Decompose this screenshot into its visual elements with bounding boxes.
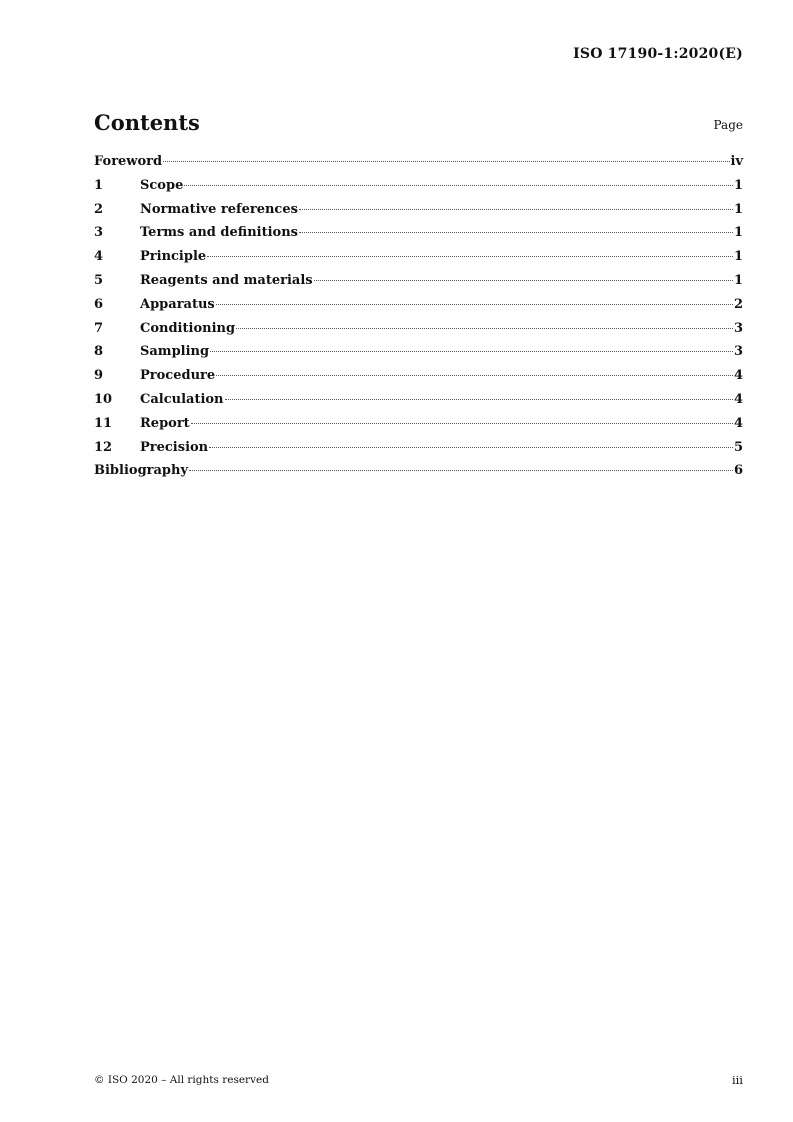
toc-entry-page: iv bbox=[730, 154, 743, 169]
dot-leader bbox=[209, 447, 733, 448]
toc-entry-foreword[interactable] bbox=[94, 154, 743, 178]
dot-leader bbox=[314, 280, 733, 281]
dot-leader bbox=[184, 185, 733, 186]
toc-entry-number: 2 bbox=[94, 201, 104, 217]
dot-leader bbox=[189, 470, 733, 471]
toc-entry-title: Conditioning bbox=[140, 320, 236, 336]
page-column-label: Page bbox=[713, 118, 743, 132]
toc-entry-title: Foreword bbox=[94, 154, 163, 169]
toc-entry-title: Normative references bbox=[140, 201, 298, 217]
dot-leader bbox=[210, 351, 733, 352]
dot-leader bbox=[299, 232, 733, 233]
toc-entry-number: 4 bbox=[94, 249, 104, 265]
toc-entry-number: 6 bbox=[94, 296, 104, 312]
toc-entry-precision[interactable] bbox=[94, 440, 743, 464]
toc-entry-title: Terms and definitions bbox=[140, 225, 298, 241]
dot-leader bbox=[236, 328, 733, 329]
toc-entry-number: 9 bbox=[94, 368, 104, 384]
toc-entry-title: Precision bbox=[140, 439, 209, 455]
toc-entry-page: 1 bbox=[733, 249, 743, 265]
toc-entry-number: 11 bbox=[94, 415, 113, 431]
dot-leader bbox=[207, 256, 733, 257]
page-number: iii bbox=[731, 1073, 743, 1087]
toc-entry-terms-and-definitions[interactable] bbox=[94, 225, 743, 249]
toc-entry-title: Apparatus bbox=[140, 296, 215, 312]
toc-entry-normative-references[interactable] bbox=[94, 202, 743, 226]
toc-entry-number: 1 bbox=[94, 177, 104, 193]
toc-entry-title: Report bbox=[140, 415, 190, 431]
toc-entry-title: Procedure bbox=[140, 368, 216, 384]
toc-entry-page: 1 bbox=[733, 201, 743, 217]
dot-leader bbox=[216, 375, 733, 376]
toc-entry-scope[interactable] bbox=[94, 178, 743, 202]
dot-leader bbox=[191, 423, 733, 424]
toc-entry-bibliography[interactable] bbox=[94, 463, 743, 487]
toc-entry-page: 1 bbox=[733, 225, 743, 241]
toc-entry-page: 5 bbox=[733, 439, 743, 455]
toc-entry-report[interactable] bbox=[94, 416, 743, 440]
dot-leader bbox=[299, 209, 733, 210]
toc-entry-number: 8 bbox=[94, 344, 104, 360]
toc-entry-page: 4 bbox=[733, 391, 743, 407]
toc-entry-page: 3 bbox=[733, 320, 743, 336]
toc-entry-number: 7 bbox=[94, 320, 104, 336]
toc-entry-page: 2 bbox=[733, 296, 743, 312]
toc-entry-procedure[interactable] bbox=[94, 368, 743, 392]
contents-header bbox=[94, 110, 743, 140]
toc-entry-number: 5 bbox=[94, 272, 104, 288]
toc-entry-reagents-and-materials[interactable] bbox=[94, 273, 743, 297]
table-of-contents bbox=[94, 154, 743, 487]
toc-entry-page: 3 bbox=[733, 344, 743, 360]
toc-entry-title: Bibliography bbox=[94, 463, 189, 479]
toc-entry-apparatus[interactable] bbox=[94, 297, 743, 321]
toc-entry-calculation[interactable] bbox=[94, 392, 743, 416]
toc-entry-title: Reagents and materials bbox=[140, 272, 313, 288]
toc-entry-conditioning[interactable] bbox=[94, 321, 743, 345]
dot-leader bbox=[216, 304, 733, 305]
toc-entry-page: 4 bbox=[733, 368, 743, 384]
toc-entry-number: 3 bbox=[94, 225, 104, 241]
toc-entry-principle[interactable] bbox=[94, 249, 743, 273]
toc-entry-title: Sampling bbox=[140, 344, 210, 360]
toc-entry-title: Calculation bbox=[140, 391, 224, 407]
dot-leader bbox=[163, 161, 729, 162]
page-title: Contents bbox=[94, 110, 200, 135]
toc-entry-title: Scope bbox=[140, 177, 184, 193]
toc-entry-page: 1 bbox=[733, 177, 743, 193]
toc-entry-number: 10 bbox=[94, 391, 113, 407]
toc-entry-page: 1 bbox=[733, 272, 743, 288]
toc-entry-page: 6 bbox=[733, 463, 743, 479]
copyright-notice: © ISO 2020 – All rights reserved bbox=[94, 1074, 269, 1086]
toc-entry-sampling[interactable] bbox=[94, 344, 743, 368]
document-id: ISO 17190-1:2020(E) bbox=[573, 46, 743, 62]
dot-leader bbox=[225, 399, 733, 400]
toc-entry-page: 4 bbox=[733, 415, 743, 431]
toc-entry-number: 12 bbox=[94, 439, 113, 455]
toc-entry-title: Principle bbox=[140, 249, 207, 265]
